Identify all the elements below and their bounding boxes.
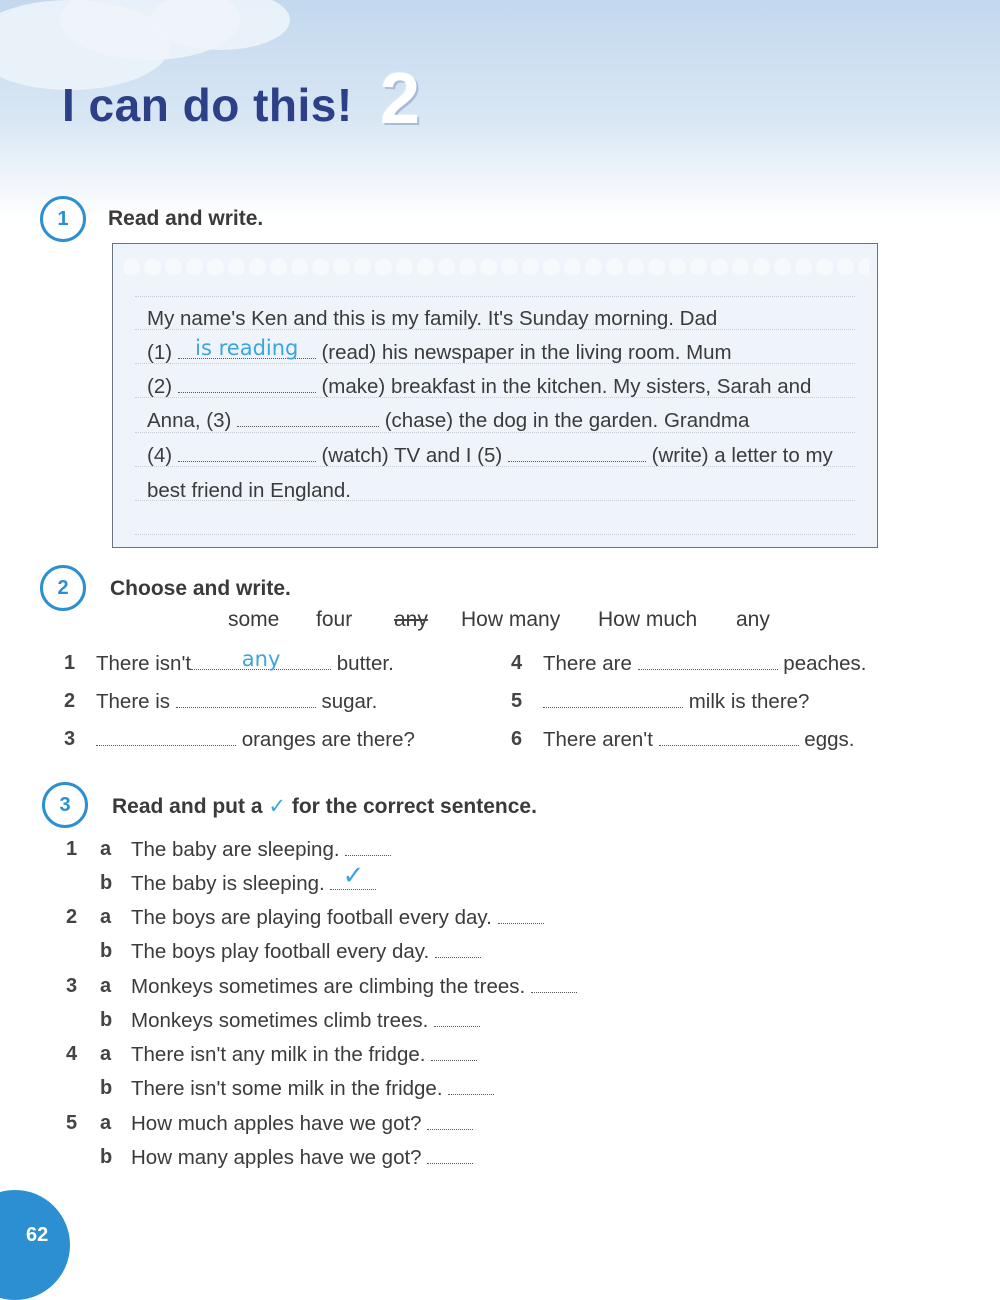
page-title-number: 2 [380, 59, 421, 139]
word-option: How many [461, 608, 561, 631]
item-number: 5 [66, 1112, 78, 1134]
option-letter: b [100, 940, 113, 962]
option-letter: b [100, 1077, 113, 1099]
blank-2[interactable] [178, 376, 316, 393]
option-letter: a [100, 906, 112, 928]
item-number: 1 [64, 652, 76, 674]
sentence-3a: Monkeys sometimes are climbing the trees. [131, 975, 577, 999]
sentence-1: There isn't any butter. [96, 647, 394, 675]
tick-box-2b[interactable] [435, 941, 481, 958]
word-option-used: any [394, 608, 428, 631]
sentence-5b: How many apples have we got? [131, 1146, 473, 1170]
option-letter: a [100, 1112, 112, 1134]
tick-box-3a[interactable] [531, 976, 577, 993]
item-number: 4 [66, 1043, 78, 1065]
text-line: (4) (watch) TV and I (5) (write) a letter to my [147, 444, 833, 467]
sentence-5: milk is there? [543, 690, 809, 714]
option-letter: b [100, 1146, 113, 1168]
sentence-4b: There isn't some milk in the fridge. [131, 1077, 494, 1101]
text-line: (2) (make) breakfast in the kitchen. My sisters, Sarah and [147, 375, 812, 398]
check-icon: ✓ [342, 861, 365, 891]
word-option: some [228, 608, 280, 631]
word-option: four [316, 608, 353, 631]
decorative-dots [121, 256, 869, 278]
sentence-1a: The baby are sleeping. [131, 838, 391, 862]
exercise-3-number: 3 [42, 782, 88, 828]
check-icon: ✓ [268, 795, 286, 818]
option-letter: a [100, 1043, 112, 1065]
item-number: 3 [66, 975, 78, 997]
blank-ex2-6[interactable] [659, 729, 799, 746]
sentence-2b: The boys play football every day. [131, 940, 481, 964]
option-letter: a [100, 975, 112, 997]
tick-box-1b[interactable] [330, 861, 376, 891]
exercise-1-number: 1 [40, 196, 86, 242]
item-number: 5 [511, 690, 523, 712]
page-title: I can do this! [62, 79, 353, 131]
option-letter: a [100, 838, 112, 860]
item-number: 4 [511, 652, 523, 674]
answer-ex2-1: any [241, 647, 281, 671]
word-option: How much [598, 608, 698, 631]
tick-box-1a[interactable] [345, 839, 391, 856]
item-number: 3 [64, 728, 76, 750]
page-number: 62 [26, 1224, 49, 1246]
sentence-2: There is sugar. [96, 690, 378, 713]
exercise-2-number: 2 [40, 565, 86, 611]
answer-1: is reading [195, 336, 299, 360]
word-option: any [736, 608, 770, 631]
blank-ex2-5[interactable] [543, 691, 683, 708]
tick-box-2a[interactable] [498, 907, 544, 924]
tick-box-3b[interactable] [434, 1010, 480, 1027]
blank-ex2-1[interactable] [191, 647, 331, 671]
text-line: best friend in England. [147, 479, 351, 502]
tick-box-5b[interactable] [427, 1147, 473, 1164]
sentence-4a: There isn't any milk in the fridge. [131, 1043, 477, 1067]
text-line: My name's Ken and this is my family. It's Sunday morning. Dad [147, 307, 718, 330]
reading-text-box [112, 243, 878, 548]
blank-3[interactable] [237, 410, 379, 427]
item-number: 6 [511, 728, 523, 750]
sentence-1b: The baby is sleeping. ✓ [131, 872, 376, 896]
exercise-1-heading: Read and write. [108, 207, 264, 230]
sentence-4: There are peaches. [543, 652, 867, 675]
exercise-2-heading: Choose and write. [110, 577, 291, 600]
exercise-3-heading: Read and put a ✓ for the correct sentence. [112, 795, 537, 818]
sentence-6: There aren't eggs. [543, 728, 855, 751]
sentence-3b: Monkeys sometimes climb trees. [131, 1009, 480, 1033]
item-number: 2 [64, 690, 76, 712]
tick-box-4a[interactable] [431, 1044, 477, 1061]
sentence-3: oranges are there? [96, 728, 415, 752]
text-line: (1) is reading (read) his newspaper in the living room. Mum [147, 336, 732, 364]
item-number: 2 [66, 906, 78, 928]
text-line: Anna, (3) (chase) the dog in the garden. Grandma [147, 409, 750, 432]
option-letter: b [100, 1009, 113, 1031]
blank-4[interactable] [178, 445, 316, 462]
blank-ex2-4[interactable] [638, 653, 778, 670]
option-letter: b [100, 872, 113, 894]
tick-box-5a[interactable] [427, 1113, 473, 1130]
blank-1[interactable] [178, 336, 316, 360]
sentence-2a: The boys are playing football every day. [131, 906, 544, 930]
item-number: 1 [66, 838, 78, 860]
tick-box-4b[interactable] [448, 1078, 494, 1095]
blank-5[interactable] [508, 445, 646, 462]
blank-ex2-2[interactable] [176, 691, 316, 708]
blank-ex2-3[interactable] [96, 729, 236, 746]
sentence-5a: How much apples have we got? [131, 1112, 473, 1136]
